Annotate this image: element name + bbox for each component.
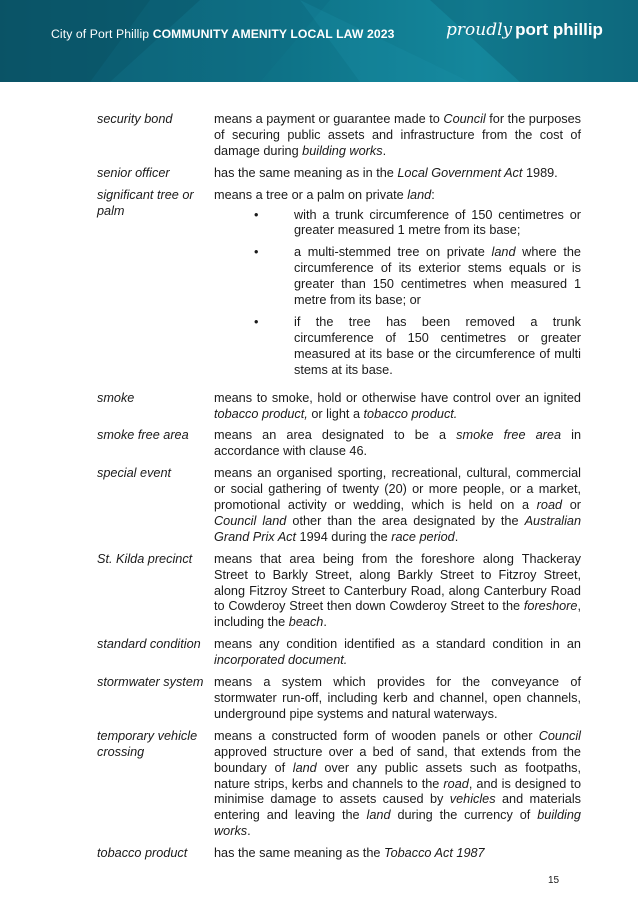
definition-text: has the same meaning as in the xyxy=(214,165,398,180)
defined-term-ref: tobacco product, xyxy=(214,406,308,421)
definition-row xyxy=(97,846,581,862)
definition-row xyxy=(97,729,581,840)
page-header-banner xyxy=(0,0,638,82)
definition-text: , and is designed to minimise damage to assets caused by xyxy=(214,776,581,807)
definition-text: other than the area designated by the xyxy=(286,513,525,528)
definition-description xyxy=(214,552,581,632)
defined-term-ref: Tobacco Act 1987 xyxy=(383,846,485,861)
definition-term: stormwater system xyxy=(97,675,204,690)
definition-term: standard condition xyxy=(97,637,201,652)
definition-term: smoke free area xyxy=(97,428,189,443)
definition-text: . xyxy=(454,529,459,544)
defined-term-ref: Council xyxy=(443,112,486,126)
defined-term-ref: land xyxy=(292,760,317,775)
definition-term: security bond xyxy=(97,112,173,126)
definition-description xyxy=(214,729,581,840)
definition-row xyxy=(97,637,581,669)
defined-term-ref: road xyxy=(443,776,469,791)
definition-text: . xyxy=(323,615,327,630)
definition-description xyxy=(214,675,581,723)
definition-term: special event xyxy=(97,466,172,481)
definition-row xyxy=(97,466,581,546)
definition-text: means any condition identified as a standard condition in an xyxy=(214,637,581,652)
definition-text: . xyxy=(382,143,387,158)
definition-text: in accordance with clause 46. xyxy=(214,428,581,459)
defined-term-ref: tobacco product. xyxy=(363,406,458,421)
document-title xyxy=(51,27,394,41)
definition-term: significant tree or palm xyxy=(97,187,194,218)
definition-row xyxy=(97,391,581,423)
definition-text: approved structure over a bed of sand, that extends from the boundary of xyxy=(214,744,581,775)
definition-text: for the purposes of securing public assets and infrastructure from the cost of damage during xyxy=(214,112,582,158)
definition-description xyxy=(214,428,581,460)
definition-row xyxy=(97,166,581,182)
definition-term: temporary vehicle crossing xyxy=(97,728,198,759)
definition-text: : xyxy=(431,187,435,202)
definition-text: means that area being from the foreshore along Thackeray Street to Barkly Street, along Barkly Street to Fitzroy Street, along Fitzroy Street to Canterbury Road, along Canterbury Road to Cowderoy Street then down Cowderoy Street to the xyxy=(214,551,581,614)
definition-text: with a trunk circumference of 150 centimetres or greater measured 1 metre from its base; xyxy=(294,207,581,238)
defined-term-ref: beach xyxy=(288,615,324,630)
defined-term-ref: foreshore xyxy=(523,599,578,614)
defined-term-ref: incorporated document. xyxy=(214,653,348,668)
definition-row xyxy=(97,428,581,460)
definition-bullet-item xyxy=(214,315,581,379)
definition-text: during the currency of xyxy=(390,808,538,823)
definition-text: where the circumference of its exterior stems equals or is greater than 150 centimetres when measured 1 metre from its base; or xyxy=(294,245,581,308)
org-name: City of Port Phillip xyxy=(51,27,150,41)
definition-text: means a system which provides for the conveyance of stormwater run-off, including kerb and channel, open channels, underground pipe systems and natural waterways. xyxy=(214,675,581,721)
defined-term-ref: race period xyxy=(391,529,455,544)
definition-text: and materials entering and leaving the xyxy=(214,792,581,823)
defined-term-ref: building works xyxy=(214,808,581,839)
definition-row xyxy=(97,552,581,632)
definition-description xyxy=(214,112,581,160)
defined-term-ref: Council xyxy=(538,728,581,743)
brand-script-text: proudly xyxy=(446,20,513,40)
definition-text: a multi-stemmed tree on private xyxy=(294,245,492,260)
definition-text: means an organised sporting, recreational, cultural, commercial or social gathering of twenty (20) or more people, or a market, promotional activity or wedding, which is held on a xyxy=(214,466,581,513)
definition-text: or xyxy=(562,498,582,513)
law-title: COMMUNITY AMENITY LOCAL LAW 2023 xyxy=(152,27,395,41)
definition-text: means a constructed form of wooden panels or other xyxy=(214,728,539,743)
definition-text: or light a xyxy=(307,406,364,421)
page-number: 15 xyxy=(548,875,560,886)
definition-text: means to smoke, hold or otherwise have control over an ignited xyxy=(214,390,581,405)
definition-row xyxy=(97,112,581,160)
definition-description xyxy=(214,391,581,423)
definition-term: smoke xyxy=(97,390,135,405)
banner-decoration xyxy=(0,0,638,82)
defined-term-ref: road xyxy=(536,498,563,513)
definition-text: 1994 during the xyxy=(296,529,392,544)
defined-term-ref: vehicles xyxy=(449,792,496,807)
definition-term: senior officer xyxy=(97,165,170,180)
definition-text: has the same meaning as the xyxy=(214,846,384,861)
definition-row xyxy=(97,675,581,723)
definition-description xyxy=(214,188,581,385)
definition-bullet-item xyxy=(214,208,581,240)
definitions-list xyxy=(97,112,581,868)
defined-term-ref: Australian Grand Prix Act xyxy=(214,513,581,544)
brand-logo xyxy=(446,20,603,40)
definition-row xyxy=(97,188,581,385)
definition-bullet-item xyxy=(214,245,581,309)
defined-term-ref: land xyxy=(407,187,432,202)
defined-term-ref: Council land xyxy=(214,513,287,528)
definition-term: St. Kilda precinct xyxy=(97,551,193,566)
defined-term-ref: building works xyxy=(302,143,383,158)
brand-bold-text: port phillip xyxy=(515,20,603,39)
definition-bullet-list xyxy=(214,208,581,379)
definition-description xyxy=(214,637,581,669)
defined-term-ref: smoke free area xyxy=(456,428,562,443)
definition-description xyxy=(214,846,581,862)
definition-text: , including the xyxy=(214,599,581,630)
definition-description xyxy=(214,466,581,546)
defined-term-ref: Local Government Act xyxy=(397,165,523,180)
definition-text: means an area designated to be a xyxy=(214,428,457,443)
definition-term: tobacco product xyxy=(97,846,188,861)
definition-text: over any public assets such as footpaths, nature strips, kerbs and channels to the xyxy=(214,760,581,791)
definition-description xyxy=(214,166,581,182)
definition-text: . xyxy=(247,824,251,839)
definition-text: means a payment or guarantee made to xyxy=(214,112,444,126)
definition-text: 1989. xyxy=(522,165,558,180)
defined-term-ref: land xyxy=(366,808,391,823)
definition-text: means a tree or a palm on private xyxy=(214,187,408,202)
definition-text: if the tree has been removed a trunk circumference of 150 centimetres or greater measured at its base or the circumference of multi stems at its base. xyxy=(294,314,581,377)
defined-term-ref: land xyxy=(491,245,516,260)
